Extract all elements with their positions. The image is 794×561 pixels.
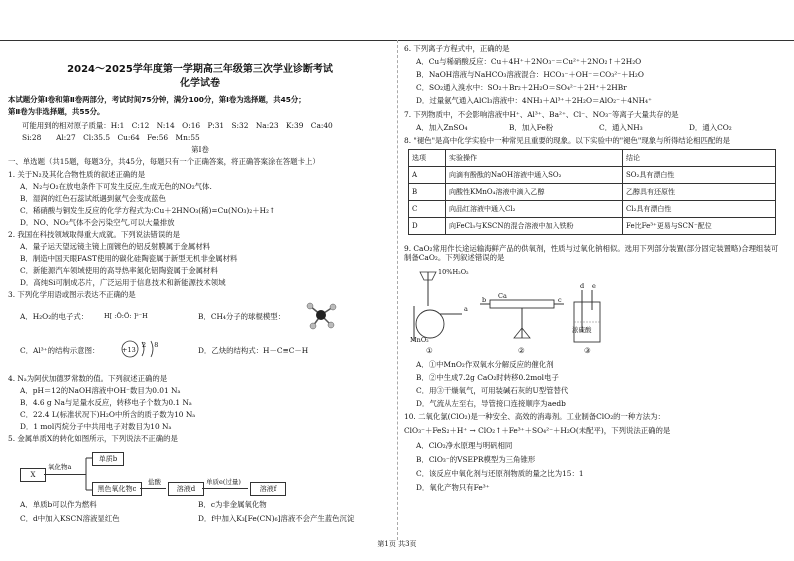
- q9-option-c: C．用③干燥氧气，可用装碱石灰的U型管替代: [416, 386, 569, 395]
- q4-option-b: B．4.6 g Na与足量水反应，转移电子个数为0.1 Nₐ: [20, 398, 192, 407]
- q8-table: [408, 149, 776, 235]
- h2o2-electron-formula: H[ :Ö:Ö: ]²⁻H: [104, 312, 148, 320]
- q4-option-d: D．1 mol丙烷分子中共用电子对数目为10 Nₐ: [20, 422, 172, 431]
- q10-option-a: A．ClO₂净水原理与明矾相同: [416, 441, 513, 450]
- q5-label-oxide-a: 氧化物a: [48, 463, 72, 471]
- q8-header-conclusion: 结论: [623, 150, 776, 167]
- question-7: 7. 下列物质中，不会影响溶液中H⁺、Al³⁺、Ba²⁺、Cl⁻、NO₃⁻等离子大量共存的是: [404, 110, 679, 119]
- q9-label-c: c: [558, 296, 562, 304]
- q7-option-c: C．通入NH₃: [599, 123, 643, 132]
- q5-option-d: D．f中加入K₃[Fe(CN)₆]溶液不会产生蓝色沉淀: [198, 514, 355, 523]
- q1-option-d: D．NO、NO₂气体不会污染空气,可以大量排放: [20, 218, 175, 227]
- atomic-mass-1: 可能用到的相对原子质量：H:1 C:12 N:14 O:16 P:31 S:32 Na:23 K:39 Ca:40: [22, 121, 333, 130]
- question-6: 6. 下列离子方程式中，正确的是: [404, 44, 510, 53]
- atomic-mass-2: Si:28 Al:27 Cl:35.5 Cu:64 Fe:56 Mn:55: [22, 133, 200, 142]
- q8-cell: 向酸性KMnO₄溶液中滴入乙醇: [446, 184, 623, 201]
- q8-header-operation: 实验操作: [446, 150, 623, 167]
- q9-option-d: D．气流从左至右，导管接口连接顺序为aedb: [416, 399, 566, 408]
- q5-option-a: A．单质b可以作为燃料: [20, 500, 97, 509]
- q2-option-b: B．制造中国天眼FAST使用的碳化硅陶瓷属于新型无机非金属材料: [20, 254, 238, 263]
- q5-box-d: 溶液d: [168, 482, 204, 496]
- q5-label-acid: 盐酸: [148, 478, 161, 486]
- q8-table-header: [409, 150, 776, 167]
- q8-cell: 向FeCl₃与KSCN的混合溶液中加入铁粉: [446, 218, 623, 235]
- q9-label-acid: 浓硫酸: [572, 326, 592, 334]
- question-4: 4. Nₐ为阿伏加德罗常数的值。下列叙述正确的是: [8, 374, 168, 383]
- q5-arrow-1: [44, 474, 86, 475]
- q9-label-d: d: [580, 282, 585, 290]
- q5-arrow-2: [140, 488, 166, 489]
- left-column: [8, 0, 392, 540]
- q8-cell: Fe比Fe³⁺更易与SCN⁻配位: [623, 218, 776, 235]
- al3-shell-label: 2 8: [142, 341, 162, 349]
- q2-option-c: C．新能源汽车领域使用的高导热率氮化铝陶瓷属于金属材料: [20, 266, 218, 275]
- q6-option-c: C．SO₂通入溴水中：SO₂＋Br₂＋2H₂O＝SO₄²⁻＋2H⁺＋2HBr: [416, 83, 627, 92]
- question-3: 3. 下列化学用语或图示表达不正确的是: [8, 290, 136, 299]
- q5-option-c: C．d中加入KSCN溶液显红色: [20, 514, 120, 523]
- q9-label-mno2: MnO₂: [410, 336, 429, 344]
- table-row: [409, 184, 776, 201]
- q9-option-a: A．①中MnO₂作双氧水分解反应的催化剂: [416, 360, 554, 369]
- q8-cell: A: [409, 167, 446, 184]
- q8-cell: 乙醇具有还原性: [623, 184, 776, 201]
- q8-header-option: 选项: [409, 150, 446, 167]
- q10-option-c: C．该反应中氧化剂与还原剂物质的量之比为15：1: [416, 469, 584, 478]
- question-5: 5. 金属单质X的转化如图所示，下列说法不正确的是: [8, 434, 178, 443]
- q8-cell: D: [409, 218, 446, 235]
- q9-option-b: B．②中生成7.2g CaO₂时转移0.2mol电子: [416, 373, 559, 382]
- q1-option-c: C．稀硝酸与铜发生反应的化学方程式为:Cu＋2HNO₃(稀)=Cu(NO₃)₂＋H₂↑: [20, 206, 276, 215]
- q9-label-1: ①: [426, 346, 433, 355]
- q3-option-b: B．CH₄分子的球棍模型：: [198, 312, 286, 321]
- column-divider: [397, 40, 398, 540]
- q7-option-b: B．加入Fe粉: [509, 123, 554, 132]
- question-8: 8. "褪色"是高中化学实验中一种常见且重要的现象。以下实验中的"褪色"现象与所得结论相匹配的是: [404, 136, 731, 145]
- table-row: [409, 167, 776, 184]
- section-title: 一、单选题（共15题，每题3分，共45分，每题只有一个正确答案，将正确答案涂在答题卡上）: [8, 157, 320, 166]
- question-1: 1. 关于N₂及其化合物性质的叙述正确的是: [8, 170, 146, 179]
- q9-label-h2o2: 10%H₂O₂: [438, 268, 469, 276]
- q10-equation: ClO₃⁻＋FeS₂＋H⁺ → ClO₂↑＋Fe³⁺＋SO₄²⁻＋H₂O(未配平)，下列说法正确的是: [404, 426, 671, 435]
- q2-option-d: D．高纯Si可制成芯片，广泛运用于信息技术和新能源技术领域: [20, 278, 226, 287]
- q5-option-b: B．c为非金属氧化物: [198, 500, 267, 509]
- q9-label-2: ②: [518, 346, 525, 355]
- q3-option-a: A．H₂O₂的电子式：: [20, 312, 89, 321]
- q10-option-d: D．氧化产物只有Fe³⁺: [416, 483, 490, 492]
- q10-option-b: B．ClO₃⁻的VSEPR模型为三角锥形: [416, 455, 536, 464]
- q1-option-a: A．N₂与O₂在放电条件下可发生反应,生成无色的NO₂气体.: [20, 182, 212, 191]
- exam-intro-1: 本试题分第Ⅰ卷和第Ⅱ卷两部分，考试时间75分钟，满分100分，第Ⅰ卷为选择题，共45分；: [8, 95, 306, 104]
- q5-box-f: 溶液f: [250, 482, 286, 496]
- right-column: [404, 0, 784, 540]
- q6-option-a: A．Cu与稀硝酸反应：Cu＋4H⁺＋2NO₃⁻＝Cu²⁺＋2NO₂↑＋2H₂O: [416, 57, 642, 66]
- question-9: 9. CaO₂常用作长途运输海鲜产品的供氧剂，性质与过氧化钠相似。选用下列部分装置(部分固定装置略)合理组装可制备CaO₂。下列叙述错误的是: [404, 244, 779, 263]
- q8-cell: C: [409, 201, 446, 218]
- q7-option-d: D．通入CO₂: [689, 123, 732, 132]
- q5-branch-lines: [84, 456, 94, 492]
- q6-option-d: D．过量氨气通入AlCl₃溶液中：4NH₃＋Al³⁺＋2H₂O＝AlO₂⁻＋4NH₄⁺: [416, 96, 652, 105]
- table-row: [409, 218, 776, 235]
- q8-cell: Cl₂具有漂白性: [623, 201, 776, 218]
- q9-label-b: b: [482, 296, 487, 304]
- q9-label-ca: Ca: [498, 292, 507, 300]
- q5-label-excess: 单质e(过量): [206, 478, 241, 486]
- q2-option-a: A．量子运天望远镜主镜上面镀色的铝反射膜属于金属材料: [20, 242, 211, 251]
- q4-option-a: A．pH＝12的NaOH溶液中OH⁻数目为0.01 Nₐ: [20, 386, 181, 395]
- q7-option-a: A．加入ZnSO₄: [416, 123, 468, 132]
- al3-nucleus-label: +13: [122, 346, 136, 354]
- ch4-ball-stick-model: [304, 300, 338, 330]
- q1-option-b: B．湿润的红色石蕊试纸遇到氨气会变成蓝色: [20, 194, 166, 203]
- part-title: 第Ⅰ卷: [191, 145, 209, 154]
- question-10: 10. 二氧化氯(ClO₂)是一种安全、高效的消毒剂。工业制备ClO₂的一种方法为：: [404, 412, 665, 421]
- q3-option-c: C．Al³⁺的结构示意图：: [20, 346, 100, 355]
- exam-title: 2024～2025学年度第一学期高三年级第三次学业诊断考试: [67, 64, 333, 75]
- q8-cell: 向滴有酚酞的NaOH溶液中通入SO₂: [446, 167, 623, 184]
- q3-option-d: D．乙炔的结构式：H－C≡C－H: [198, 346, 309, 355]
- q9-label-a: a: [464, 305, 468, 313]
- q5-arrow-3: [202, 488, 248, 489]
- q9-label-e: e: [592, 282, 596, 290]
- q8-cell: B: [409, 184, 446, 201]
- page-footer: 第1页 共3页: [377, 540, 417, 548]
- q6-option-b: B．NaOH溶液与NaHCO₃溶液混合：HCO₃⁻＋OH⁻＝CO₃²⁻＋H₂O: [416, 70, 644, 79]
- q9-label-3: ③: [584, 346, 591, 355]
- exam-subject: 化学试卷: [180, 78, 220, 89]
- exam-intro-2: 第Ⅱ卷为非选择题，共55分。: [8, 107, 105, 116]
- q8-cell: SO₂具有漂白性: [623, 167, 776, 184]
- table-row: [409, 201, 776, 218]
- q5-box-x: X: [20, 468, 46, 482]
- q5-box-c: 黑色氧化物c: [92, 482, 142, 496]
- question-2: 2. 我国在科技领域取得重大成就。下列说法错误的是: [8, 230, 180, 239]
- q5-box-b: 单质b: [92, 452, 124, 466]
- q4-option-c: C．22.4 L(标准状况下)H₂O中所含的质子数为10 Nₐ: [20, 410, 196, 419]
- q8-cell: 向品红溶液中通入Cl₂: [446, 201, 623, 218]
